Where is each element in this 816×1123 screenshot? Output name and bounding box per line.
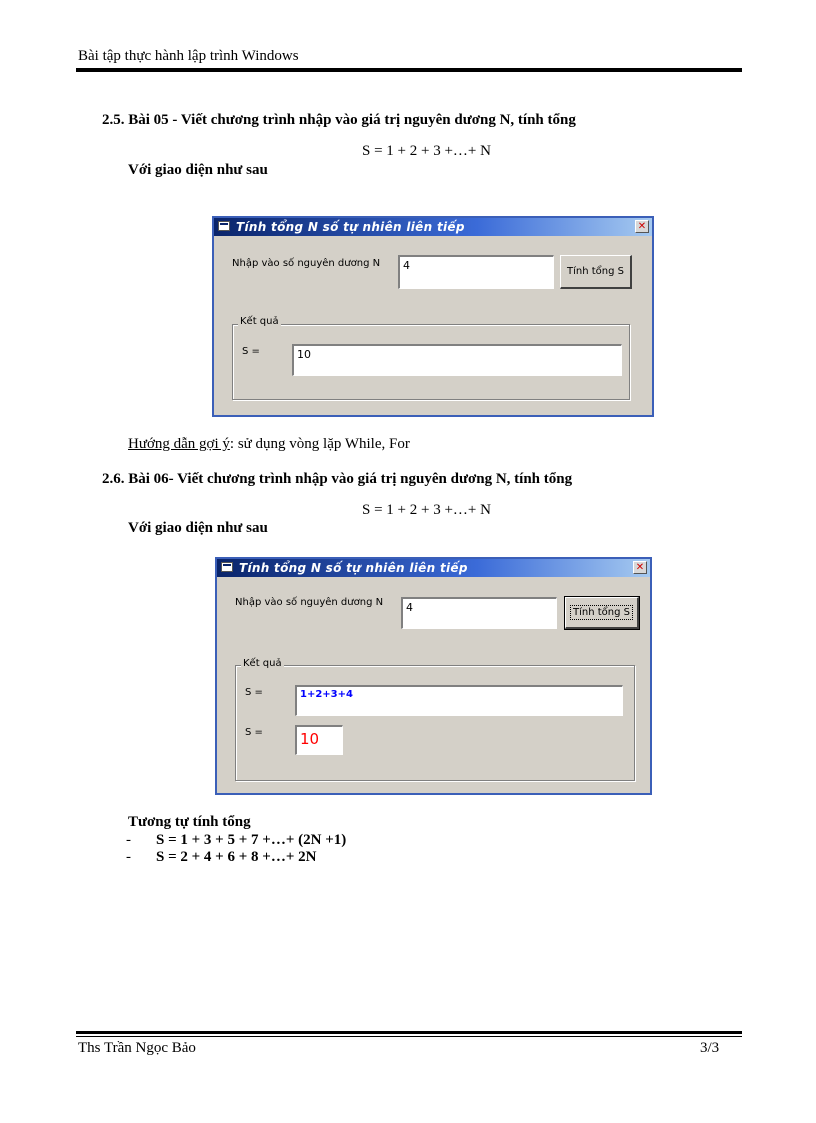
ex5-hint xyxy=(128,436,410,453)
ex6-sum-button[interactable] xyxy=(565,597,639,629)
close-icon[interactable]: ✕ xyxy=(633,561,647,574)
footer-rule xyxy=(76,1031,742,1034)
ex6-heading: 2.6. Bài 06- Viết chương trình nhập vào giá trị nguyên dương N, tính tổng xyxy=(102,471,573,487)
ex6-n-input[interactable]: 4 xyxy=(401,597,557,629)
ex6-titlebar xyxy=(217,559,650,577)
ex6-similar-title: Tương tự tính tổng xyxy=(128,814,251,830)
ex6-sum-button-label: Tính tổng S xyxy=(570,605,633,620)
list-item: - S = 1 + 3 + 5 + 7 +…+ (2N +1) xyxy=(126,832,347,848)
ex5-result-label: S = xyxy=(242,346,260,357)
ex5-hint-label: Hướng dẫn gợi ý xyxy=(128,436,230,452)
window-icon xyxy=(221,562,233,572)
ex6-result-group xyxy=(235,665,635,781)
ex5-group-title: Kết quả xyxy=(240,316,279,327)
ex5-heading: 2.5. Bài 05 - Viết chương trình nhập vào giá trị nguyên dương N, tính tổng xyxy=(102,112,576,128)
ex5-titlebar xyxy=(214,218,652,236)
ex5-dialog xyxy=(212,216,654,417)
ex5-n-input[interactable]: 4 xyxy=(398,255,554,289)
window-icon xyxy=(218,221,230,231)
ex5-sum-button[interactable] xyxy=(560,255,632,289)
ex5-result-field[interactable]: 10 xyxy=(292,344,622,376)
ex6-result-label: S = xyxy=(245,727,263,738)
ex6-formula: S = 1 + 2 + 3 +…+ N xyxy=(362,502,491,518)
header-rule xyxy=(76,68,742,72)
ex5-hint-text: : sử dụng vòng lặp While, For xyxy=(229,436,410,452)
ex6-ui-label: Với giao diện như sau xyxy=(128,520,268,536)
footer-rule-thin xyxy=(76,1036,742,1037)
ex5-input-label: Nhập vào số nguyên dương N xyxy=(232,258,381,269)
ex6-result-field[interactable]: 10 xyxy=(295,725,343,755)
ex6-input-label: Nhập vào số nguyên dương N xyxy=(235,597,384,608)
close-icon[interactable]: ✕ xyxy=(635,220,649,233)
list-item: - S = 2 + 4 + 6 + 8 +…+ 2N xyxy=(126,849,317,865)
page-number: 3/3 xyxy=(700,1040,720,1056)
ex6-bullets xyxy=(124,832,724,866)
ex6-expr-field[interactable]: 1+2+3+4 xyxy=(295,685,623,716)
page-header: Bài tập thực hành lập trình Windows xyxy=(78,48,299,64)
ex6-dialog-title: Tính tổng N số tự nhiên liên tiếp xyxy=(239,561,468,575)
ex5-ui-label: Với giao diện như sau xyxy=(128,162,268,178)
ex5-formula: S = 1 + 2 + 3 +…+ N xyxy=(362,143,491,159)
footer-author: Ths Trần Ngọc Bảo xyxy=(78,1040,196,1056)
ex5-sum-button-label: Tính tổng S xyxy=(567,266,624,277)
ex6-expr-label: S = xyxy=(245,687,263,698)
ex5-dialog-title: Tính tổng N số tự nhiên liên tiếp xyxy=(236,220,465,234)
ex6-dialog xyxy=(215,557,652,795)
ex6-group-title: Kết quả xyxy=(243,658,282,669)
